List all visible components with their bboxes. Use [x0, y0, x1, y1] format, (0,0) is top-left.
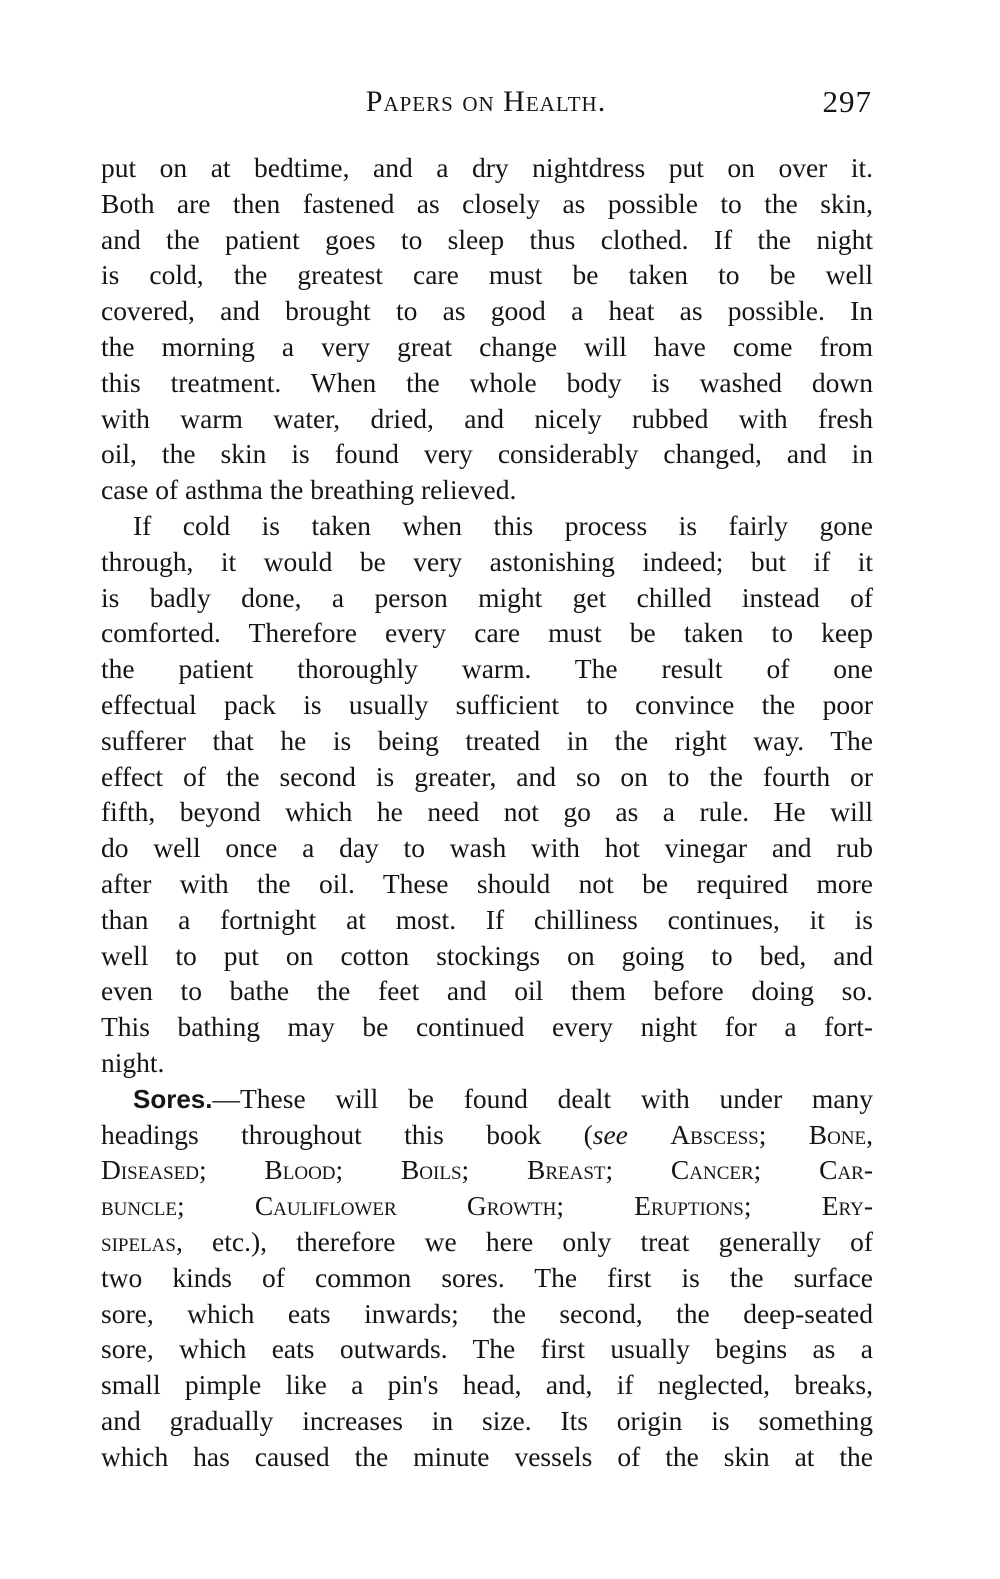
body-text	[101, 150, 873, 1474]
text-line: If cold is taken when this process is fairly gone	[133, 509, 873, 541]
text-line: the morning a very great change will have come from	[101, 330, 873, 362]
text-line: which has caused the minute vessels of the skin at the	[101, 1440, 873, 1472]
text-run: —These will be found dealt with under many	[212, 1082, 873, 1114]
text-line: fifth, beyond which he need not go as a rule. He will	[101, 796, 873, 828]
text-line: is badly done, a person might get chilled instead of	[101, 581, 873, 613]
text-line: sore, which eats inwards; the second, the deep-seated	[101, 1297, 873, 1329]
text-run: headings throughout this book (	[101, 1118, 593, 1150]
text-line: with warm water, dried, and nicely rubbed with fresh	[101, 402, 873, 434]
text-line: effect of the second is greater, and so on to the fourth or	[101, 760, 873, 792]
text-line: and gradually increases in size. Its origin is something	[101, 1404, 873, 1436]
cross-reference: Abscess; Bone,	[670, 1118, 873, 1150]
text-line: put on at bedtime, and a dry nightdress put on over it.	[101, 152, 873, 183]
text-line: well to put on cotton stockings on going to bed, and	[101, 939, 873, 971]
text-line: through, it would be very astonishing indeed; but if it	[101, 545, 873, 577]
text-line	[101, 1117, 873, 1153]
text-line: comforted. Therefore every care must be taken to keep	[101, 617, 873, 649]
text-line: covered, and brought to as good a heat as possible. In	[101, 295, 873, 327]
page-number: 297	[822, 84, 872, 119]
cross-reference: sipelas,	[101, 1225, 183, 1257]
text-run: etc.), therefore we here only treat generally of	[182, 1225, 873, 1257]
text-line: than a fortnight at most. If chilliness continues, it is	[101, 903, 873, 935]
text-line: sore, which eats outwards. The first usually begins as a	[101, 1333, 873, 1365]
text-line: Both are then fastened as closely as possible to the skin,	[101, 187, 873, 219]
text-line: This bathing may be continued every night for a fort-	[101, 1011, 873, 1043]
see-reference: see	[592, 1118, 628, 1150]
text-line: this treatment. When the whole body is washed down	[101, 366, 873, 398]
text-line: night.	[101, 1046, 165, 1078]
cross-reference-line: Diseased; Blood; Boils; Breast; Cancer; Car-	[101, 1154, 873, 1186]
text-line: after with the oil. These should not be required more	[101, 867, 873, 899]
text-line: effectual pack is usually sufficient to convince the poor	[101, 688, 873, 720]
text-line: even to bathe the feet and oil them before doing so.	[101, 975, 873, 1007]
cross-reference-line: buncle; Cauliflower Growth; Eruptions; Ery-	[101, 1190, 873, 1222]
text-line: case of asthma the breathing relieved.	[101, 474, 517, 506]
section-heading-sores: Sores.	[133, 1083, 213, 1114]
text-line: and the patient goes to sleep thus clothed. If the night	[101, 223, 873, 255]
text-line: oil, the skin is found very considerably changed, and in	[101, 438, 873, 470]
paragraph-sores	[101, 1081, 873, 1475]
text-line	[101, 1224, 873, 1260]
text-line	[101, 1081, 873, 1117]
running-title: Papers on Health.	[365, 85, 607, 118]
text-line: is cold, the greatest care must be taken to be well	[101, 259, 873, 291]
text-line: small pimple like a pin's head, and, if neglected, breaks,	[101, 1369, 873, 1401]
running-head	[100, 80, 872, 124]
text-line: sufferer that he is being treated in the right way. The	[101, 724, 873, 756]
text-line: do well once a day to wash with hot vinegar and rub	[101, 832, 873, 864]
text-line: the patient thoroughly warm. The result of one	[101, 653, 873, 685]
paragraph-pack-treatment	[101, 150, 873, 508]
text-line: two kinds of common sores. The first is the surface	[101, 1261, 873, 1293]
paragraph-cold	[101, 508, 873, 1081]
